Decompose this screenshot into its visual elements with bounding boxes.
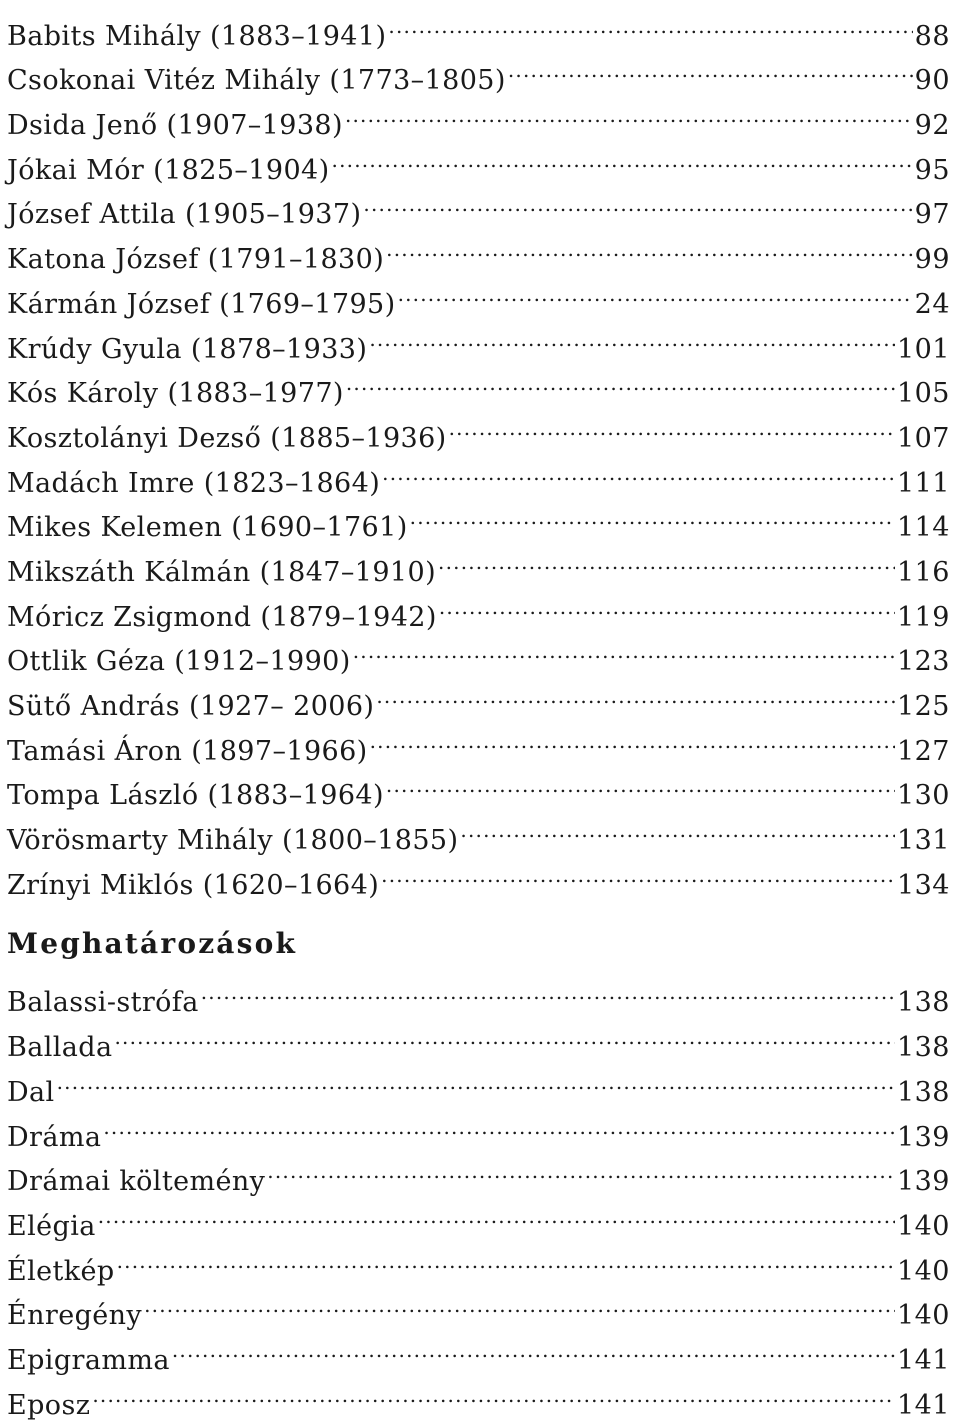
- toc-entry[interactable]: [7, 0, 950, 52]
- entry-title: Dráma: [7, 1121, 102, 1153]
- entry-page-number: 114: [896, 512, 950, 544]
- entry-page-number: 119: [896, 601, 950, 633]
- dot-leader: [449, 402, 895, 447]
- dot-leader: [201, 967, 895, 1012]
- author-list: [7, 0, 950, 901]
- entry-title: Elégia: [7, 1210, 96, 1242]
- entry-page-number: 92: [914, 110, 950, 142]
- entry-page-number: 88: [914, 20, 950, 52]
- entry-title: Dsida Jenő (1907–1938): [7, 110, 343, 142]
- dot-leader: [117, 1235, 895, 1280]
- dot-leader: [369, 313, 895, 358]
- dot-leader: [388, 0, 912, 45]
- entry-title: Énregény: [7, 1300, 143, 1332]
- dot-leader: [346, 358, 895, 403]
- entry-title: Ottlik Géza (1912–1990): [7, 646, 351, 678]
- dot-leader: [410, 492, 895, 537]
- entry-page-number: 140: [896, 1210, 950, 1242]
- entry-page-number: 127: [896, 735, 950, 767]
- definition-list: [7, 967, 950, 1421]
- entry-title: Csokonai Vitéz Mihály (1773–1805): [7, 65, 506, 97]
- dot-leader: [386, 760, 895, 805]
- entry-title: Kármán József (1769–1795): [7, 288, 396, 320]
- toc-entry[interactable]: [7, 1146, 950, 1198]
- entry-title: Mikszáth Kálmán (1847–1910): [7, 556, 437, 588]
- dot-leader: [370, 715, 895, 760]
- entry-page-number: 24: [914, 288, 950, 320]
- entry-title: Móricz Zsigmond (1879–1942): [7, 601, 437, 633]
- dot-leader: [381, 849, 895, 894]
- entry-page-number: 97: [914, 199, 950, 231]
- entry-title: Ballada: [7, 1032, 113, 1064]
- dot-leader: [332, 134, 913, 179]
- toc-entry[interactable]: [7, 1280, 950, 1332]
- entry-page-number: 131: [896, 825, 950, 857]
- entry-page-number: 123: [896, 646, 950, 678]
- toc-entry[interactable]: [7, 1324, 950, 1376]
- entry-page-number: 134: [896, 869, 950, 901]
- dot-leader: [386, 223, 912, 268]
- entry-title: Jókai Mór (1825–1904): [7, 154, 330, 186]
- dot-leader: [345, 89, 913, 134]
- entry-page-number: 141: [896, 1389, 950, 1421]
- entry-page-number: 138: [896, 987, 950, 1019]
- entry-page-number: 101: [896, 333, 950, 365]
- entry-title: Sütő András (1927– 2006): [7, 691, 375, 722]
- dot-leader: [398, 268, 913, 313]
- entry-page-number: 111: [896, 467, 950, 499]
- entry-title: Tamási Áron (1897–1966): [7, 735, 368, 767]
- entry-title: Krúdy Gyula (1878–1933): [7, 333, 368, 365]
- toc-entry[interactable]: [7, 1056, 950, 1108]
- entry-page-number: 130: [896, 780, 950, 812]
- toc-entry[interactable]: [7, 967, 950, 1019]
- dot-leader: [439, 581, 895, 626]
- entry-title: Drámai költemény: [7, 1166, 266, 1198]
- entry-title: Életkép: [7, 1255, 115, 1287]
- entry-title: Madách Imre (1823–1864): [7, 467, 381, 499]
- entry-title: Balassi-strófa: [7, 987, 199, 1019]
- toc-entry[interactable]: [7, 1190, 950, 1242]
- toc-entry[interactable]: [7, 1369, 950, 1421]
- dot-leader: [438, 536, 895, 581]
- toc-entry[interactable]: [7, 1235, 950, 1287]
- entry-page-number: 140: [896, 1255, 950, 1287]
- entry-page-number: 139: [896, 1166, 950, 1198]
- dot-leader: [144, 1280, 895, 1325]
- entry-page-number: 138: [896, 1076, 950, 1108]
- dot-leader: [267, 1146, 895, 1191]
- entry-page-number: 105: [896, 378, 950, 410]
- entry-page-number: 99: [914, 244, 950, 276]
- dot-leader: [115, 1011, 895, 1056]
- entry-title: Kosztolányi Dezső (1885–1936): [7, 422, 447, 454]
- dot-leader: [353, 626, 895, 671]
- dot-leader: [57, 1056, 895, 1101]
- dot-leader: [98, 1190, 895, 1235]
- entry-title: Kós Károly (1883–1977): [7, 378, 344, 410]
- dot-leader: [363, 179, 912, 224]
- entry-title: Babits Mihály (1883–1941): [7, 20, 387, 52]
- entry-page-number: 139: [896, 1121, 950, 1153]
- dot-leader: [460, 804, 895, 849]
- entry-page-number: 107: [896, 422, 950, 454]
- dot-leader: [103, 1101, 895, 1146]
- section-heading: Meghatározások: [7, 926, 298, 960]
- entry-page-number: 90: [914, 65, 950, 97]
- dot-leader: [376, 670, 895, 715]
- entry-page-number: 125: [896, 691, 950, 722]
- entry-page-number: 116: [896, 556, 950, 588]
- entry-title: Katona József (1791–1830): [7, 244, 385, 276]
- entry-page-number: 138: [896, 1032, 950, 1064]
- entry-page-number: 95: [914, 154, 950, 186]
- entry-title: Mikes Kelemen (1690–1761): [7, 512, 408, 544]
- entry-title: Vörösmarty Mihály (1800–1855): [7, 825, 459, 857]
- entry-title: Zrínyi Miklós (1620–1664): [7, 869, 380, 901]
- entry-title: Eposz: [7, 1389, 91, 1421]
- entry-title: József Attila (1905–1937): [7, 199, 362, 231]
- dot-leader: [508, 45, 913, 90]
- dot-leader: [92, 1369, 895, 1414]
- dot-leader: [382, 447, 895, 492]
- toc-entry[interactable]: [7, 1011, 950, 1064]
- entry-title: Dal: [7, 1076, 55, 1108]
- entry-page-number: 140: [896, 1300, 950, 1332]
- entry-page-number: 141: [896, 1344, 950, 1376]
- dot-leader: [172, 1324, 895, 1369]
- entry-title: Epigramma: [7, 1344, 170, 1376]
- entry-title: Tompa László (1883–1964): [7, 780, 384, 812]
- toc-entry[interactable]: [7, 1101, 950, 1153]
